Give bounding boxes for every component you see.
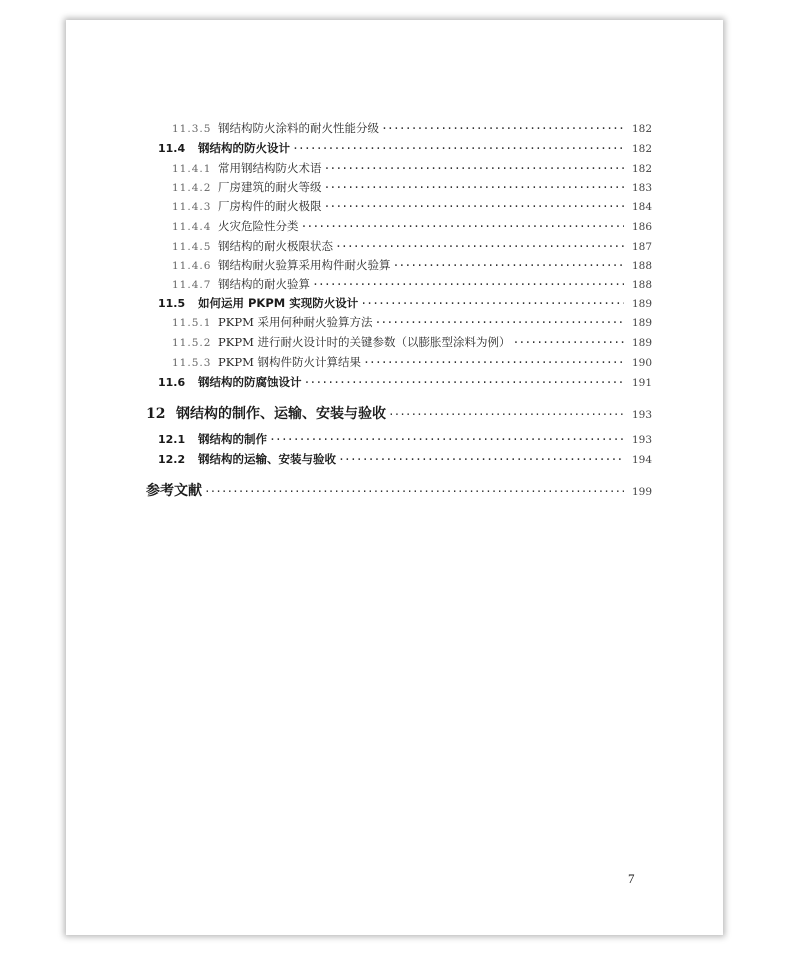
toc-dot-leader <box>301 219 625 233</box>
toc-entry-number: 12 <box>146 406 166 422</box>
toc-entry-title: 钢结构的防腐蚀设计 <box>198 375 302 389</box>
toc-dot-leader <box>335 239 624 253</box>
toc-entry-title: 钢结构的耐火验算 <box>218 277 310 291</box>
toc-entry-number: 11.4.2 <box>172 182 212 194</box>
toc-entry-title: 钢结构的制作 <box>198 432 267 446</box>
toc-entry-page: 183 <box>631 182 652 194</box>
toc-entry-page: 189 <box>631 298 652 310</box>
toc-entry-page: 186 <box>631 221 652 233</box>
toc-entry <box>172 276 652 294</box>
toc-entry-title: 如何运用 PKPM 实现防火设计 <box>198 296 359 310</box>
toc-entry <box>158 451 652 469</box>
toc-entry-title: 厂房建筑的耐火等级 <box>218 180 322 194</box>
toc-entry <box>172 120 652 138</box>
toc-entry <box>172 160 652 178</box>
toc-entry-page: 187 <box>631 241 652 253</box>
toc-entry-number: 11.4 <box>158 142 186 155</box>
toc-entry-page: 191 <box>631 377 652 389</box>
toc-entry-title: 钢结构的耐火极限状态 <box>218 239 333 253</box>
toc-entry-number: 11.6 <box>158 376 186 389</box>
toc-entry-page: 182 <box>631 163 652 175</box>
toc-dot-leader <box>324 161 625 175</box>
toc-entry-page: 194 <box>631 454 652 466</box>
toc-dot-leader <box>324 180 625 194</box>
toc-entry <box>146 480 652 502</box>
toc-dot-leader <box>292 141 624 155</box>
toc-dot-leader <box>388 408 624 421</box>
toc-entry <box>172 198 652 216</box>
toc-entry-title: 钢结构的运输、安装与验收 <box>198 452 336 466</box>
toc-entry-page: 188 <box>631 279 652 291</box>
toc-dot-leader <box>338 452 624 466</box>
toc-entry-number: 11.4.6 <box>172 260 212 272</box>
toc-entry-title: 钢结构防火涂料的耐火性能分级 <box>218 121 379 135</box>
toc-entry-page: 193 <box>631 434 652 446</box>
toc-entry-page: 189 <box>631 337 652 349</box>
toc-entry <box>158 140 652 158</box>
toc-entry-number: 11.4.4 <box>172 221 212 233</box>
page-number: 7 <box>628 871 635 886</box>
toc-entry-title: PKPM 钢构件防火计算结果 <box>218 355 361 369</box>
toc-entry <box>172 257 652 275</box>
toc-entry <box>146 403 652 425</box>
toc-entry-number: 11.5 <box>158 297 186 310</box>
toc-dot-leader <box>393 258 625 272</box>
toc-entry-page: 189 <box>631 317 652 329</box>
toc-entry <box>172 238 652 256</box>
toc-entry-title: 厂房构件的耐火极限 <box>218 199 322 213</box>
toc-dot-leader <box>324 199 625 213</box>
toc-entry <box>158 374 652 392</box>
toc-entry-title: 参考文献 <box>146 483 202 499</box>
toc-entry-title: 钢结构耐火验算采用构件耐火验算 <box>218 258 391 272</box>
toc-dot-leader <box>360 296 624 310</box>
toc-dot-leader <box>375 315 625 329</box>
toc-entry-number: 12.2 <box>158 453 186 466</box>
toc-entry-number: 11.4.1 <box>172 163 212 175</box>
toc-entry-number: 11.4.3 <box>172 201 212 213</box>
toc-entry-number: 11.5.1 <box>172 317 212 329</box>
toc-entry <box>172 334 652 352</box>
toc-entry-number: 11.4.5 <box>172 241 212 253</box>
toc-entry <box>158 431 652 449</box>
toc-entry-title: PKPM 采用何种耐火验算方法 <box>218 315 373 329</box>
document-page <box>66 20 723 935</box>
toc-entry-page: 190 <box>631 357 652 369</box>
toc-entry-number: 11.5.3 <box>172 357 212 369</box>
toc-dot-leader <box>513 335 625 349</box>
toc-entry-page: 184 <box>631 201 652 213</box>
toc-dot-leader <box>363 355 624 369</box>
toc-dot-leader <box>304 375 625 389</box>
toc-entry-title: 常用钢结构防火术语 <box>218 161 322 175</box>
toc-entry <box>172 179 652 197</box>
toc-entry-page: 182 <box>631 143 652 155</box>
toc-dot-leader <box>269 432 624 446</box>
toc-entry <box>172 314 652 332</box>
toc-entry <box>172 354 652 372</box>
toc-entry-title: 钢结构的防火设计 <box>198 141 290 155</box>
toc-entry-title: PKPM 进行耐火设计时的关键参数（以膨胀型涂料为例） <box>218 335 511 349</box>
toc-entry-page: 188 <box>631 260 652 272</box>
table-of-contents <box>66 20 723 935</box>
toc-entry <box>158 295 652 313</box>
toc-dot-leader <box>312 277 624 291</box>
toc-entry-page: 182 <box>631 123 652 135</box>
toc-entry-number: 11.5.2 <box>172 337 212 349</box>
toc-entry-number: 12.1 <box>158 433 186 446</box>
toc-entry <box>172 218 652 236</box>
toc-entry-number: 11.4.7 <box>172 279 212 291</box>
toc-dot-leader <box>381 121 624 135</box>
toc-entry-page: 193 <box>631 409 652 421</box>
toc-entry-title: 钢结构的制作、运输、安装与验收 <box>176 406 386 422</box>
toc-entry-number: 11.3.5 <box>172 123 212 135</box>
toc-entry-page: 199 <box>631 486 652 498</box>
toc-entry-title: 火灾危险性分类 <box>218 219 299 233</box>
toc-dot-leader <box>204 485 624 498</box>
